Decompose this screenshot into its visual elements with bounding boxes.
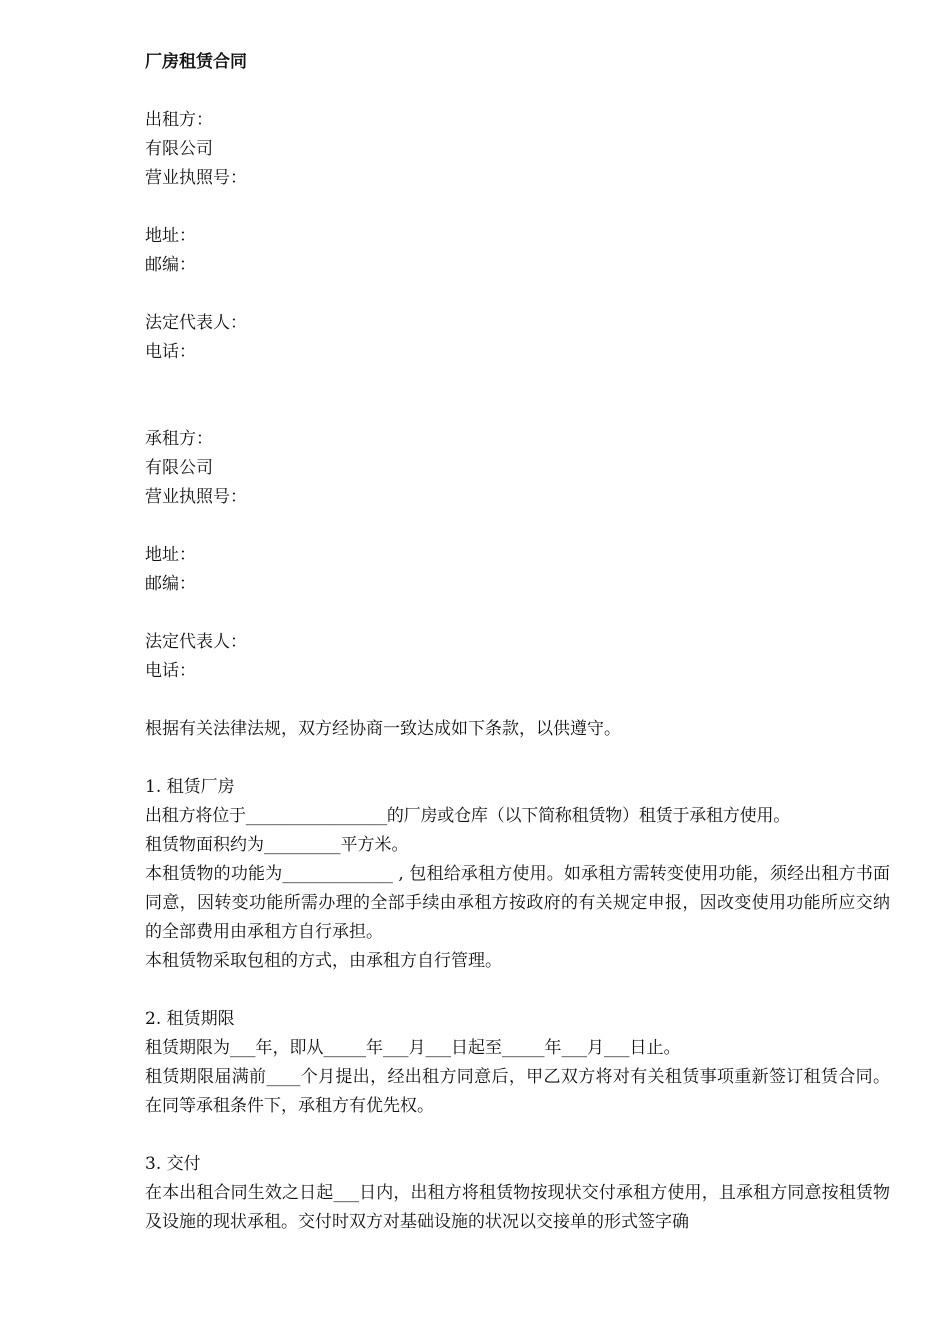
section-2-paragraph: 租赁期限届满前____个月提出，经出租方同意后，甲乙双方将对有关租赁事项重新签订租赁合同。在同等承租条件下，承租方有优先权。 [145, 1067, 890, 1116]
spacer [145, 686, 890, 715]
lessor-company: 有限公司 [145, 139, 213, 159]
lessee-phone: 电话： [145, 661, 196, 681]
section-1-paragraph: 租赁物面积约为_________平方米。 [145, 835, 409, 855]
lessee-company: 有限公司 [145, 458, 213, 478]
spacer [145, 77, 890, 106]
preamble: 根据有关法律法规，双方经协商一致达成如下条款，以供遵守。 [145, 719, 621, 739]
lessee-postcode: 邮编： [145, 574, 196, 594]
lessor-postcode: 邮编： [145, 255, 196, 275]
lessee-address: 地址： [145, 545, 196, 565]
spacer [145, 744, 890, 773]
spacer [145, 1121, 890, 1150]
spacer [145, 976, 890, 1005]
lessee-legal-rep: 法定代表人： [145, 632, 247, 652]
section-2-heading: 2. 租赁期限 [145, 1009, 235, 1029]
section-2-paragraph: 租赁期限为___年，即从_____年___月___日起至_____年___月___日止。 [145, 1038, 681, 1058]
section-1-paragraph: 本租赁物的功能为_____________ , 包租给承租方使用。如承租方需转变使用功能，须经出租方书面同意，因转变功能所需办理的全部手续由承租方按政府的有关规定申报，因改变使用功能所应交纳的全部费用由承租方自行承担。 [145, 864, 890, 942]
spacer [145, 367, 890, 425]
lessor-label: 出租方： [145, 110, 213, 130]
section-3-heading: 3. 交付 [145, 1154, 201, 1174]
document-title: 厂房租赁合同 [145, 52, 247, 72]
section-3-paragraph: 在本出租合同生效之日起___日内，出租方将租赁物按现状交付承租方使用，且承租方同意按租赁物及设施的现状承租。交付时双方对基础设施的状况以交接单的形式签字确 [145, 1183, 890, 1232]
lessor-phone: 电话： [145, 342, 196, 362]
lessor-license: 营业执照号： [145, 168, 247, 188]
section-1-paragraph: 出租方将位于_________________的厂房或仓库（以下简称租赁物）租赁于承租方使用。 [145, 806, 791, 826]
lessor-legal-rep: 法定代表人： [145, 313, 247, 333]
section-1-heading: 1. 租赁厂房 [145, 777, 235, 797]
contract-page [145, 48, 890, 1237]
spacer [145, 512, 890, 541]
lessee-license: 营业执照号： [145, 487, 247, 507]
section-1-paragraph: 本租赁物采取包租的方式，由承租方自行管理。 [145, 951, 502, 971]
spacer [145, 599, 890, 628]
lessee-label: 承租方： [145, 429, 213, 449]
spacer [145, 280, 890, 309]
spacer [145, 193, 890, 222]
lessor-address: 地址： [145, 226, 196, 246]
